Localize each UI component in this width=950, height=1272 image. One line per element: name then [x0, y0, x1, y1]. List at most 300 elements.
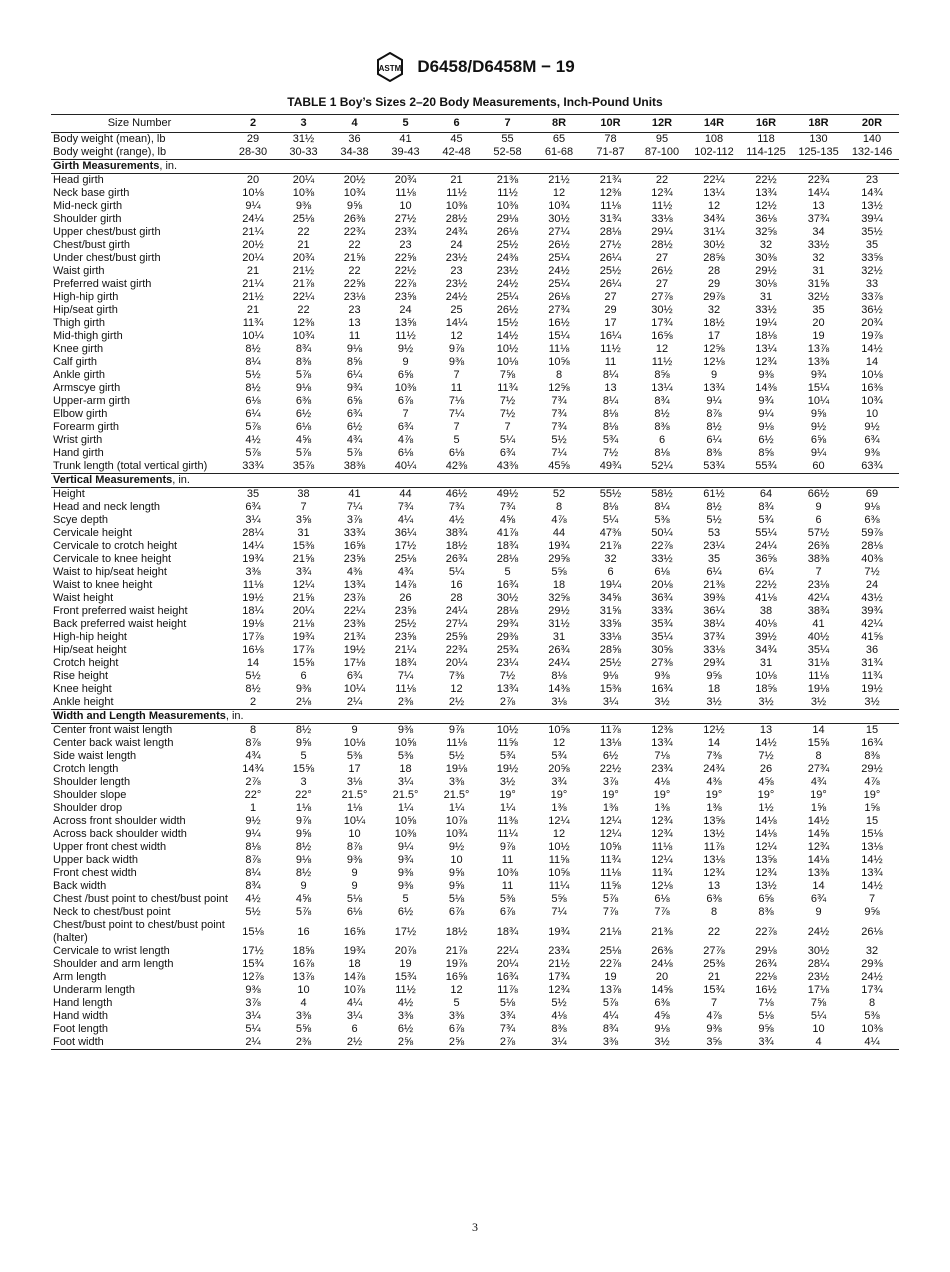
document-id: D6458/D6458M − 19 [417, 57, 575, 76]
measurement-cell: 45 [450, 133, 463, 145]
measurement-cell: 9⅛ [758, 421, 774, 433]
measurement-cell: 26¾ [755, 958, 777, 970]
measurement-cell: 9½ [864, 421, 880, 433]
measurement-cell: 7 [453, 369, 460, 381]
measurement-cell: 30½ [703, 239, 725, 251]
measurement-cell: 22 [655, 174, 669, 186]
measurement-cell: 9 [402, 356, 409, 368]
measurement-cell: 8¾ [758, 501, 774, 513]
measurement-cell: 4⅞ [864, 776, 880, 788]
measurement-cell: 5¼ [448, 566, 465, 578]
measurement-cell: 7⅜ [448, 670, 465, 682]
table-row [51, 997, 899, 1010]
table-row [51, 657, 899, 670]
measurement-cell: 6¾ [346, 670, 363, 682]
measurement-cell: 9⅜ [397, 867, 414, 879]
measurement-cell: 6¼ [758, 566, 774, 578]
measurement-cell: 21⅞ [292, 278, 315, 290]
measurement-cell: 55¼ [755, 527, 777, 539]
measurement-cell: 12¾ [651, 187, 673, 199]
measurement-cell: 33¾ [651, 605, 673, 617]
measurement-cell: 21.5° [443, 789, 470, 801]
measurement-cell: 11½ [600, 343, 621, 355]
measurement-cell: 14⅞ [394, 579, 417, 591]
measurement-cell: 25½ [496, 239, 519, 251]
measurement-cell: 7⅝ [499, 369, 516, 381]
measurement-cell: 33⅛ [599, 631, 622, 643]
measurement-cell: 17⅛ [343, 657, 366, 669]
measurement-cell: 40⅛ [755, 618, 777, 630]
measurement-cell: 12 [552, 737, 566, 749]
measurement-cell: 6¾ [810, 893, 827, 905]
measurement-cell: 5⅞ [295, 369, 312, 381]
table-row [51, 356, 899, 369]
measurement-cell: 24¾ [445, 226, 468, 238]
measurement-cell: 52-58 [493, 146, 522, 158]
measurement-cell: 30½ [548, 213, 570, 225]
measurement-cell: 6⅞ [397, 395, 414, 407]
measurement-cell: 45⅝ [548, 460, 570, 472]
measurement-cell: 12¼ [755, 841, 777, 853]
measurement-cell: 78 [604, 133, 617, 145]
table-row [51, 239, 899, 252]
row-label: Upper back width [53, 854, 138, 866]
measurement-cell: 8½ [295, 724, 312, 736]
measurement-cell: 5 [504, 566, 511, 578]
table-row [51, 893, 899, 906]
measurement-cell: 14 [812, 880, 825, 892]
measurement-cell: 6⅞ [448, 1023, 465, 1035]
row-label: Hip/seat height [53, 644, 127, 656]
measurement-cell: 15⅝ [292, 763, 315, 775]
table-row [51, 395, 899, 408]
measurement-cell: 9⅝ [448, 867, 465, 879]
measurement-cell: 12¼ [548, 815, 570, 827]
measurement-cell: 13⅛ [599, 737, 622, 749]
row-label: Cervicale to wrist length [53, 945, 170, 957]
measurement-cell: 6 [658, 434, 666, 446]
measurement-cell: 15¾ [703, 984, 725, 996]
measurement-cell: 6¾ [864, 434, 880, 446]
measurement-cell: 13¾ [861, 867, 883, 879]
measurement-cell: 7⅞ [654, 906, 670, 918]
measurement-cell: 5⅞ [295, 447, 312, 459]
measurement-cell: 22 [707, 925, 721, 938]
measurement-cell: 44 [552, 527, 566, 539]
measurement-cell: 9⅜ [448, 356, 465, 368]
measurement-cell: 8¼ [245, 356, 261, 368]
measurement-cell: 21⅜ [496, 174, 519, 186]
measurement-cell: 11¼ [497, 828, 518, 840]
measurement-cell: 32 [707, 304, 721, 316]
measurement-cell: 8¾ [654, 395, 670, 407]
measurement-cell: 11¾ [861, 670, 883, 682]
row-label: Thigh girth [53, 317, 105, 329]
measurement-cell: 8 [555, 501, 563, 513]
measurement-cell: 13⅝ [394, 317, 417, 329]
measurement-cell: 35¼ [807, 644, 830, 656]
measurement-cell: 14⅝ [651, 984, 673, 996]
measurement-cell: 12¾ [548, 984, 570, 996]
measurement-cell: 25¾ [496, 644, 519, 656]
measurement-cell: 1⅛ [295, 802, 312, 814]
measurement-cell: 140 [862, 133, 882, 145]
measurement-cell: 15¼ [548, 330, 570, 342]
measurement-cell: 10 [399, 200, 412, 212]
measurement-cell: 2⅞ [245, 776, 261, 788]
row-label: Side waist length [53, 750, 137, 762]
measurement-cell: 26½ [651, 265, 673, 277]
measurement-cell: 14 [707, 737, 721, 749]
measurement-cell: 9¼ [706, 395, 722, 407]
measurement-cell: 4¾ [397, 566, 414, 578]
measurement-cell: 10¼ [807, 395, 830, 407]
measurement-cell: 33¾ [343, 527, 366, 539]
measurement-cell: 28¼ [807, 958, 830, 970]
row-label: Neck to chest/bust point [53, 906, 171, 918]
table-row [51, 763, 899, 776]
measurement-cell: 39¼ [861, 213, 883, 225]
measurement-cell: 17 [707, 330, 721, 342]
measurement-cell: 22¾ [343, 226, 366, 238]
measurement-cell: 5⅝ [295, 1023, 312, 1035]
measurement-cell: 3¼ [602, 696, 619, 708]
measurement-cell: 19½ [242, 592, 264, 604]
measurement-cell: 5⅞ [245, 447, 261, 459]
measurement-cell: 4⅛ [551, 1010, 567, 1022]
measurement-cell: 24½ [807, 925, 830, 938]
measurement-cell: 22⅞ [394, 278, 417, 290]
measurement-cell: 12⅜ [651, 724, 673, 736]
measurement-cell: 7 [504, 421, 511, 433]
measurement-cell: 18 [552, 579, 566, 591]
measurement-cell: 7¼ [448, 408, 465, 420]
measurement-cell: 11½ [446, 187, 467, 199]
measurement-cell: 19 [604, 971, 617, 983]
measurement-cell: 13⅞ [807, 343, 830, 355]
measurement-cell: 36 [865, 644, 879, 656]
row-label: Preferred waist girth [53, 278, 152, 290]
measurement-cell: 28⅛ [861, 540, 883, 552]
measurement-cell: 16⅝ [343, 925, 366, 938]
measurement-cell: 4¼ [845, 1036, 899, 1050]
measurement-cell: 27⅜ [651, 657, 673, 669]
measurement-cell: 33⅝ [599, 618, 622, 630]
table-row [51, 330, 899, 343]
measurement-cell: 132-146 [851, 146, 893, 158]
measurement-cell: 8 [868, 997, 876, 1009]
logo-text: ASTM [378, 64, 402, 73]
measurement-cell: 9½ [397, 343, 414, 355]
table-row [51, 880, 899, 893]
measurement-cell: 29 [246, 133, 260, 145]
measurement-cell: 21.5° [392, 789, 419, 801]
measurement-cell: 18½ [703, 317, 725, 329]
measurement-cell: 31¼ [703, 226, 725, 238]
measurement-cell: 13¼ [755, 343, 777, 355]
measurement-cell: 13½ [755, 880, 777, 892]
measurement-cell: 9⅜ [295, 683, 312, 695]
measurement-cell: 13 [759, 724, 773, 736]
measurement-cell: 16¾ [496, 971, 519, 983]
measurement-cell: 10¾ [548, 200, 570, 212]
row-label: Hip/seat girth [53, 304, 118, 316]
measurement-cell: 16⅝ [651, 330, 673, 342]
measurement-cell: 19 [812, 330, 825, 342]
measurement-cell: 6⅞ [499, 906, 516, 918]
measurement-cell: 25 [450, 304, 463, 316]
measurement-cell: 8½ [245, 343, 261, 355]
table-row [51, 605, 899, 618]
measurement-cell: 35¾ [651, 618, 673, 630]
measurement-cell: 8½ [706, 421, 722, 433]
measurement-cell: 12⅜ [599, 187, 622, 199]
measurement-cell: 2⅜ [397, 696, 414, 708]
measurement-cell: 24⅛ [651, 958, 673, 970]
measurement-cell: 5⅛ [346, 893, 363, 905]
measurement-cell: 24¼ [445, 605, 468, 617]
measurement-cell: 8½ [295, 841, 312, 853]
measurement-cell: 14⅛ [755, 828, 777, 840]
measurement-cell: 71-87 [596, 146, 625, 158]
measurement-cell: 23⅝ [394, 631, 417, 643]
measurement-cell: 12 [655, 343, 669, 355]
measurement-cell: 14 [812, 724, 825, 736]
measurement-cell: 8⅜ [706, 447, 722, 459]
measurement-cell: 40½ [807, 631, 830, 643]
measurement-cell: 14½ [807, 815, 830, 827]
measurement-cell: 18¾ [394, 657, 417, 669]
row-label: Across front shoulder width [53, 815, 186, 827]
row-label: Body weight (range), lb [53, 146, 167, 158]
measurement-cell: 13⅜ [807, 867, 830, 879]
measurement-cell: 4½ [245, 893, 261, 905]
measurement-cell: 6 [300, 670, 307, 682]
measurement-cell: 9¼ [245, 828, 261, 840]
measurement-cell: 14 [865, 356, 879, 368]
measurement-cell: 10¼ [343, 815, 366, 827]
measurement-cell: 7 [453, 421, 460, 433]
measurement-cell: 11⅛ [651, 841, 673, 853]
measurement-cell: 7⅝ [810, 997, 827, 1009]
measurement-cell: 18¼ [242, 605, 264, 617]
table-row [51, 146, 899, 160]
measurement-cell: 7½ [864, 566, 880, 578]
measurement-cell: 3¼ [245, 514, 261, 526]
measurement-cell: 50¼ [651, 527, 673, 539]
measurement-cell: 21.5° [341, 789, 368, 801]
measurement-cell: 7⅜ [706, 750, 722, 762]
row-label: Center front waist length [53, 724, 173, 736]
measurement-cell: 7¾ [499, 1023, 516, 1035]
measurement-cell: 14½ [755, 737, 777, 749]
measurement-cell: 15⅛ [242, 925, 264, 938]
measurement-cell: 16¼ [599, 330, 622, 342]
measurement-cell: 6¾ [346, 408, 363, 420]
measurement-cell: 6⅝ [397, 369, 414, 381]
measurement-cell: 12¾ [651, 815, 673, 827]
measurement-cell: 3⅞ [245, 997, 261, 1009]
measurement-cell: 43½ [861, 592, 883, 604]
measurement-cell: 8½ [706, 501, 722, 513]
measurement-cell: 7⅛ [448, 395, 465, 407]
measurement-cell: 12¼ [599, 828, 622, 840]
row-label: Center back waist length [53, 737, 174, 749]
measurement-cell: 32 [812, 252, 825, 264]
measurement-cell: 9⅜ [346, 854, 363, 866]
measurement-cell: 26½ [548, 239, 570, 251]
measurement-cell: 28-30 [238, 146, 268, 158]
measurement-cell: 8¾ [602, 1023, 619, 1035]
table-row [51, 382, 899, 395]
measurement-cell: 13⅝ [755, 854, 777, 866]
row-label: Mid-neck girth [53, 200, 123, 212]
measurement-cell: 17¾ [651, 317, 673, 329]
measurement-cell: 9⅝ [448, 880, 465, 892]
measurement-cell: 3¾ [295, 566, 312, 578]
measurement-cell: 8⅝ [654, 369, 670, 381]
measurement-cell: 7¾ [551, 408, 567, 420]
measurement-cell: 21⅞ [445, 945, 468, 957]
row-label: Calf girth [53, 356, 98, 368]
measurement-cell: 26⅛ [861, 925, 883, 938]
measurement-cell: 7¾ [551, 421, 567, 433]
measurement-cell: 5⅝ [551, 566, 567, 578]
measurement-cell: 29 [707, 278, 721, 290]
measurement-cell: 21 [450, 174, 463, 186]
measurement-cell: 10½ [548, 841, 570, 853]
measurement-cell: 37¾ [807, 213, 830, 225]
measurement-cell: 15⅜ [599, 683, 622, 695]
table-row [51, 174, 899, 188]
measurement-cell: 19° [653, 789, 671, 801]
measurement-cell: 41 [399, 133, 412, 145]
measurement-cell: 49½ [496, 488, 519, 500]
row-label: Front chest width [53, 867, 137, 879]
measurement-cell: 38¾ [445, 527, 468, 539]
measurement-cell: 12¼ [292, 579, 315, 591]
measurement-cell: 9 [815, 906, 822, 918]
measurement-cell: 9 [710, 369, 718, 381]
measurement-cell: 60 [812, 460, 825, 472]
measurement-cell: 18¾ [496, 540, 519, 552]
measurement-cell: 11 [604, 356, 617, 368]
measurement-cell: 2½ [448, 696, 465, 708]
measurement-cell: 14½ [496, 330, 519, 342]
measurement-cell: 6⅜ [654, 997, 670, 1009]
measurement-cell: 6½ [602, 750, 619, 762]
measurement-cell: 29⅛ [755, 945, 777, 957]
measurement-cell: 6 [815, 514, 822, 526]
measurement-cell: 3¼ [397, 776, 414, 788]
measurement-cell: 21⅝ [343, 252, 366, 264]
table-row [51, 488, 899, 502]
measurement-cell: 12 [450, 683, 463, 695]
measurement-cell: 36 [348, 133, 361, 145]
measurement-cell: 9½ [448, 841, 465, 853]
measurement-cell: 1¼ [499, 802, 516, 814]
measurement-cell: 12 [552, 828, 566, 840]
table-row [51, 618, 899, 631]
measurement-cell: 19½ [861, 683, 883, 695]
measurement-cell: 38¾ [807, 605, 830, 617]
section-title: Width and Length Measurements [53, 710, 226, 722]
measurement-cell: 6¼ [706, 566, 722, 578]
measurement-cell: 10⅝ [394, 815, 417, 827]
measurement-cell: 10⅛ [343, 737, 366, 749]
measurement-cell: 41⅝ [861, 631, 883, 643]
measurement-cell: 8⅜ [551, 1023, 567, 1035]
measurement-cell: 57½ [807, 527, 830, 539]
measurement-cell: 6⅛ [346, 906, 363, 918]
measurement-cell: 24½ [445, 291, 468, 303]
measurement-cell: 4⅞ [551, 514, 567, 526]
measurement-cell: 28⅛ [599, 226, 622, 238]
measurement-cell: 12½ [755, 200, 777, 212]
measurement-cell: 16⅜ [861, 382, 883, 394]
measurement-cell: 13 [348, 317, 361, 329]
measurement-cell: 55 [501, 133, 514, 145]
measurement-cell: 13⅛ [703, 854, 725, 866]
measurement-cell: 21⅝ [292, 553, 315, 565]
measurement-cell: 20⅛ [651, 579, 673, 591]
row-label: Across back shoulder width [53, 828, 187, 840]
measurement-cell: 25½ [599, 657, 622, 669]
measurement-cell: 7¾ [499, 501, 516, 513]
measurement-cell: 114-125 [746, 146, 786, 158]
measurement-cell: 9½ [245, 815, 261, 827]
measurement-cell: 19° [757, 789, 775, 801]
measurement-cell: 25⅛ [599, 945, 622, 957]
measurement-cell: 9¾ [346, 382, 363, 394]
measurement-cell: 35 [707, 553, 721, 565]
measurement-cell: 21½ [548, 958, 570, 970]
table-row [51, 724, 899, 738]
measurement-cell: 10⅜ [445, 200, 468, 212]
measurement-cell: 20¼ [445, 657, 468, 669]
measurement-cell: 5¼ [810, 1010, 827, 1022]
measurement-cell: 30½ [651, 304, 673, 316]
measurement-cell: 36½ [861, 304, 883, 316]
measurement-cell: 3¼ [533, 1036, 585, 1050]
measurement-cell: 44 [399, 488, 412, 500]
measurement-cell: 12⅝ [548, 382, 570, 394]
measurement-cell: 13⅛ [861, 841, 883, 853]
measurement-cell: 12⅛ [651, 880, 673, 892]
measurement-cell: 25½ [599, 265, 622, 277]
measurement-cell: 26 [399, 592, 412, 604]
measurement-cell: 42-48 [442, 146, 471, 158]
measurement-cell: 31⅝ [807, 278, 830, 290]
measurement-cell: 12⅝ [703, 343, 725, 355]
section-title: Girth Measurements [53, 160, 160, 172]
row-label: Hand length [53, 997, 113, 1009]
measurement-cell: 29⅝ [548, 553, 570, 565]
measurement-cell: 38 [759, 605, 773, 617]
measurement-cell: 22¾ [807, 174, 830, 186]
row-label: Head girth [53, 174, 104, 186]
measurement-cell: 41 [812, 618, 825, 630]
measurement-cell: 46½ [445, 488, 468, 500]
measurement-cell: 11¾ [600, 854, 621, 866]
measurement-cell: 8⅞ [706, 408, 722, 420]
measurement-cell: 66½ [807, 488, 830, 500]
measurement-cell: 23¾ [394, 226, 417, 238]
measurement-cell: 22¼ [703, 174, 725, 186]
measurement-cell: 11⅝ [548, 854, 570, 866]
measurement-cell: 21¾ [599, 174, 622, 186]
row-label: Cervicale to crotch height [53, 540, 178, 552]
